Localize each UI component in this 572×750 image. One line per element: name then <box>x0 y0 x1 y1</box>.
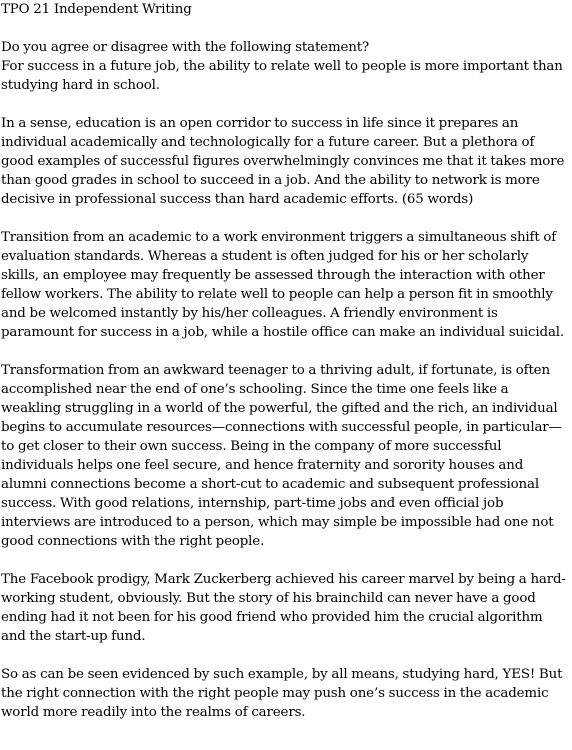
prompt-statement: For success in a future job, the ability to relate well to people is more important than studying hard in school. <box>1 59 563 93</box>
document-title: TPO 21 Independent Writing <box>1 2 192 17</box>
prompt-question: Do you agree or disagree with the following statement? <box>1 40 370 55</box>
essay-paragraph-body-2: Transformation from an awkward teenager to a thriving adult, if fortunate, is often accomplished near the end of one’s schooling. Since the time one feels like a weakling struggling in a world of the powerful, the gifted and the rich, an individual begins to accumulate resources—connections with successful people, in particular—to get closer to their own success. Being in the company of more successful individuals helps one feel secure, and hence fraternity and sorority houses and alumni connections become a short-cut to academic and subsequent professional success. With good relations, internship, part-time jobs and even official job interviews are introduced to a person, which may simple be impossible had one not good connections with the right people. <box>1 363 562 549</box>
document-body <box>1 0 569 741</box>
essay-paragraph-conclusion: So as can be seen evidenced by such example, by all means, studying hard, YES! But the right connection with the right people may push one’s success in the academic world more readily into the realms of careers. <box>1 667 563 720</box>
essay-paragraph-body-3: The Facebook prodigy, Mark Zuckerberg achieved his career marvel by being a hard-working student, obviously. But the story of his brainchild can never have a good ending had it not been for his good friend who provided him the crucial algorithm and the start-up fund. <box>1 572 566 644</box>
essay-paragraph-body-1: Transition from an academic to a work environment triggers a simultaneous shift of evaluation standards. Whereas a student is often judged for his or her scholarly skills, an employee may frequently be assessed through the interaction with other fellow workers. The ability to relate well to people can help a person fit in smoothly and be welcomed instantly by his/her colleagues. A friendly environment is paramount for success in a job, while a hostile office can make an individual suicidal. <box>1 230 565 340</box>
essay-paragraph-introduction: In a sense, education is an open corridor to success in life since it prepares an individual academically and technologically for a future career. But a plethora of good examples of successful figures overwhelmingly convinces me that it takes more than good grades in school to succeed in a job. And the ability to network is more decisive in professional success than hard academic efforts. (65 words) <box>1 116 565 207</box>
